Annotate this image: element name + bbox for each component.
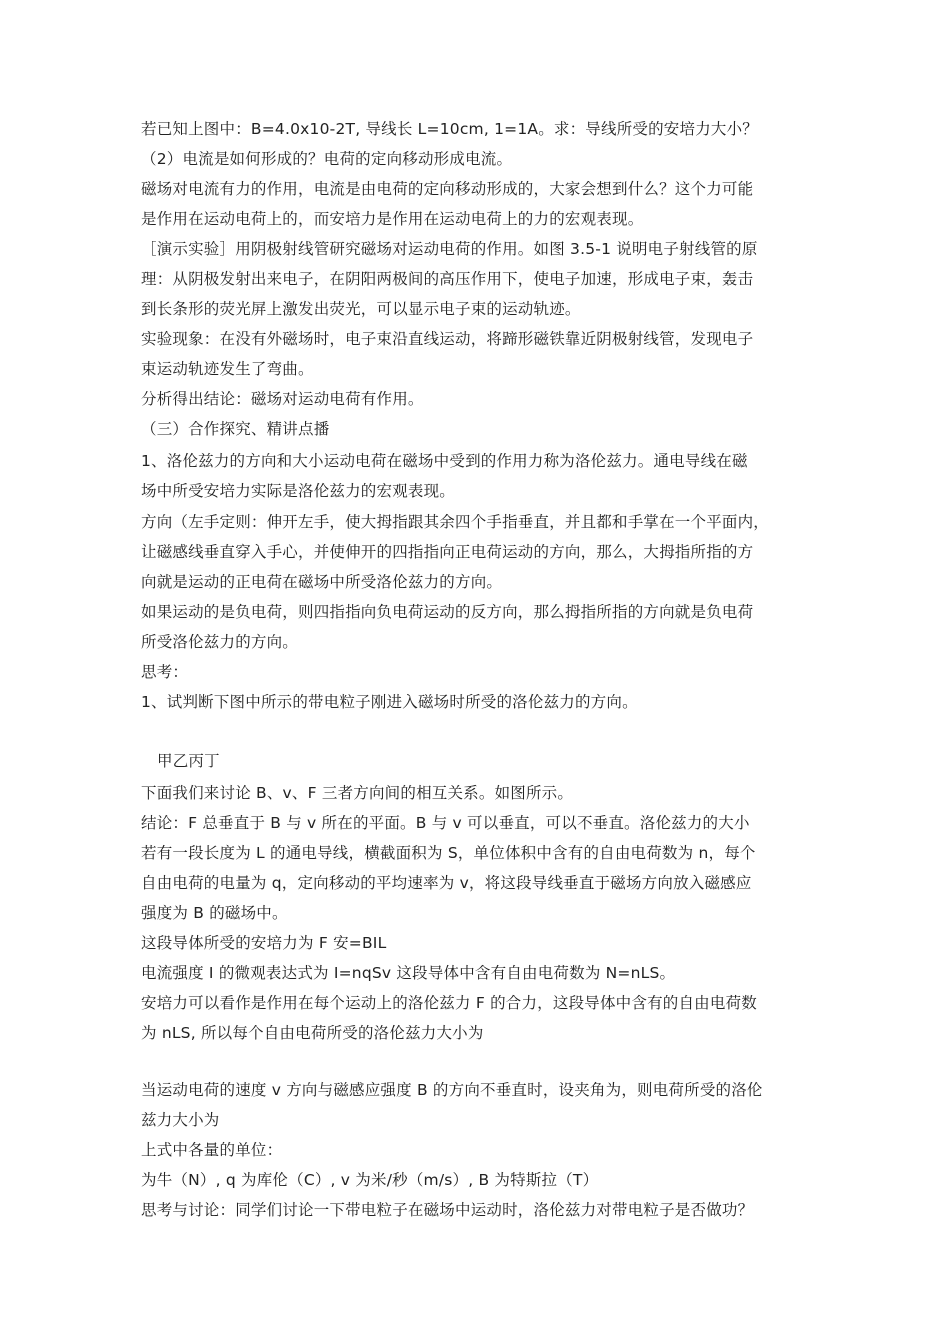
paragraph-line: 实验现象：在没有外磁场时，电子束沿直线运动，将蹄形磁铁靠近阴极射线管，发现电子 [141,330,754,348]
paragraph-line: 下面我们来讨论 B、v、F 三者方向间的相互关系。如图所示。 [141,784,574,802]
paragraph-line: ［演示实验］用阴极射线管研究磁场对运动电荷的作用。如图 3.5-1 说明电子射线管的原 [141,240,758,258]
paragraph-line: 强度为 B 的磁场中。 [141,904,288,922]
paragraph-line: 分析得出结论：磁场对运动电荷有作用。 [141,390,424,408]
paragraph-line: 这段导体所受的安培力为 F 安=BIL [141,934,387,952]
paragraph-line: 磁场对电流有力的作用，电流是由电荷的定向移动形成的，大家会想到什么？这个力可能 [141,180,754,198]
paragraph-line: 为 nLS, 所以每个自由电荷所受的洛伦兹力大小为 [141,1024,484,1042]
paragraph-line: 安培力可以看作是作用在每个运动上的洛伦兹力 F 的合力，这段导体中含有的自由电荷数 [141,994,757,1012]
paragraph-line: 方向（左手定则：伸开左手，使大拇指跟其余四个手指垂直，并且都和手掌在一个平面内， [141,513,770,531]
paragraph-line: 思考与讨论：同学们讨论一下带电粒子在磁场中运动时，洛伦兹力对带电粒子是否做功？ [141,1201,754,1219]
paragraph-line: 若已知上图中：B=4.0x10-2T, 导线长 L=10cm, 1=1A。求：导线所受的安培力大小？ [141,120,759,138]
paragraph-line: 到长条形的荧光屏上激发出荧光，可以显示电子束的运动轨迹。 [141,300,581,318]
paragraph-line: 1、试判断下图中所示的带电粒子刚进入磁场时所受的洛伦兹力的方向。 [141,693,638,711]
paragraph-line: 向就是运动的正电荷在磁场中所受洛伦兹力的方向。 [141,573,503,591]
paragraph-line: 自由电荷的电量为 q，定向移动的平均速率为 v，将这段导线垂直于磁场方向放入磁感应 [141,874,752,892]
paragraph-line: 理：从阴极发射出来电子，在阴阳两极间的高压作用下，使电子加速，形成电子束，轰击 [141,270,754,288]
paragraph-line: 是作用在运动电荷上的，而安培力是作用在运动电荷上的力的宏观表现。 [141,210,644,228]
paragraph-line: 当运动电荷的速度 v 方向与磁感应强度 B 的方向不垂直时，设夹角为，则电荷所受的洛伦 [141,1081,763,1099]
paragraph-line: 兹力大小为 [141,1111,220,1129]
paragraph-line: 场中所受安培力实际是洛伦兹力的宏观表现。 [141,482,456,500]
paragraph-line: 若有一段长度为 L 的通电导线，横截面积为 S，单位体积中含有的自由电荷数为 n，每个 [141,844,756,862]
section-heading: （三）合作探究、精讲点播 [141,420,330,438]
paragraph-line: 1、洛伦兹力的方向和大小运动电荷在磁场中受到的作用力称为洛伦兹力。通电导线在磁 [141,452,748,470]
paragraph-line: 束运动轨迹发生了弯曲。 [141,360,314,378]
paragraph-line: 结论：F 总垂直于 B 与 v 所在的平面。B 与 v 可以垂直，可以不垂直。洛伦兹力的大小 [141,814,750,832]
paragraph-line: 为牛（N）, q 为库伦（C）, v 为米/秒（m/s）, B 为特斯拉（T） [141,1171,599,1189]
paragraph-line: 让磁感线垂直穿入手心，并使伸开的四指指向正电荷运动的方向，那么，大拇指所指的方 [141,543,754,561]
figure-caption: 甲乙丙丁 [157,752,220,770]
paragraph-line: 所受洛伦兹力的方向。 [141,633,299,651]
paragraph-line: （2）电流是如何形成的？电荷的定向移动形成电流。 [141,150,513,168]
paragraph-line: 上式中各量的单位： [141,1141,283,1159]
paragraph-line: 思考： [141,663,189,681]
paragraph-line: 电流强度 I 的微观表达式为 I=nqSv 这段导体中含有自由电荷数为 N=nLS。 [141,964,676,982]
paragraph-line: 如果运动的是负电荷，则四指指向负电荷运动的反方向，那么拇指所指的方向就是负电荷 [141,603,754,621]
